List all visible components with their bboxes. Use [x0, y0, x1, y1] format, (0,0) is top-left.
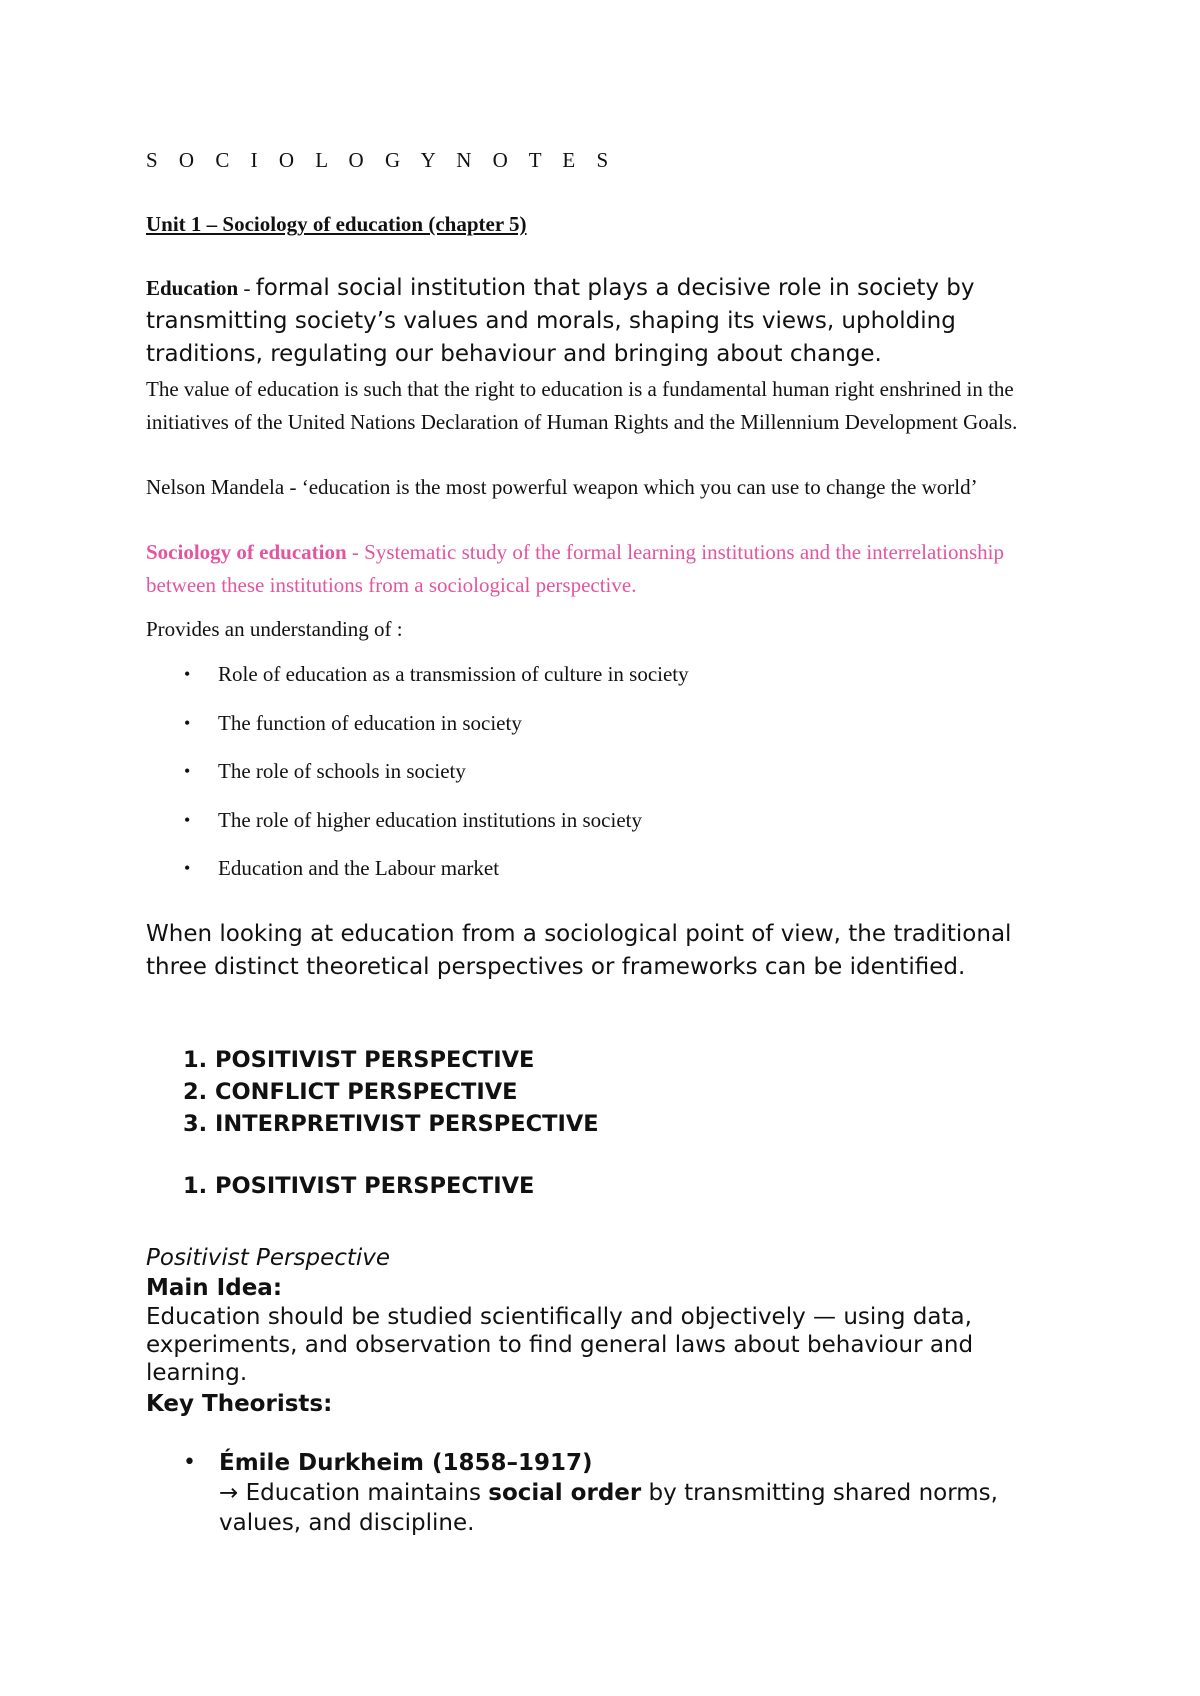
sociology-of-education-text: - Systematic study of the formal learning institutions and the interrelationship between these institutions from a sociological perspective.: [146, 540, 1004, 597]
bullet-icon: •: [184, 664, 191, 684]
main-idea-label: Main Idea:: [146, 1275, 283, 1301]
mandela-quote: Nelson Mandela - ‘education is the most powerful weapon which you can use to change the world’: [146, 475, 978, 499]
theorist-description: [219, 1478, 1063, 1538]
unit-heading: Unit 1 – Sociology of education (chapter 5): [146, 212, 527, 236]
list-item: [184, 660, 689, 709]
positivist-subtitle: Positivist Perspective: [146, 1245, 391, 1271]
theorist-desc-after: by transmitting shared norms, values, and discipline.: [219, 1480, 998, 1536]
document-title: S O C I O L O G Y N O T E S: [146, 148, 617, 172]
theorist-name: Émile Durkheim (1858–1917): [219, 1450, 593, 1476]
education-term: Education: [146, 276, 239, 300]
sociology-of-education-term: Sociology of education: [146, 540, 347, 564]
bullet-icon: •: [183, 1450, 196, 1475]
section-heading: 1. POSITIVIST PERSPECTIVE: [183, 1173, 535, 1199]
theorist-desc-before: → Education maintains: [219, 1480, 489, 1506]
perspective-item: 1. POSITIVIST PERSPECTIVE: [183, 1047, 535, 1073]
perspectives-intro: When looking at education from a sociological point of view, the traditional three distinct theoretical perspectives or frameworks can be identified.: [146, 921, 1012, 980]
theorist-desc-bold: social order: [488, 1480, 642, 1506]
list-item-text: Education and the Labour market: [218, 856, 500, 880]
list-item-text: The function of education in society: [218, 710, 522, 735]
education-definition: [146, 272, 1066, 371]
perspective-item: 2. CONFLICT PERSPECTIVE: [183, 1079, 518, 1105]
bullet-icon: •: [184, 858, 191, 878]
value-paragraph: The value of education is such that the right to education is a fundamental human right enshrined in the initiatives of the United Nations Declaration of Human Rights and the Millennium Development Goals.: [146, 377, 1018, 434]
sociology-of-education-definition: [146, 536, 1066, 601]
list-item: [184, 806, 689, 855]
bullet-icon: •: [184, 712, 191, 733]
bullet-icon: •: [184, 809, 191, 830]
bullet-icon: •: [184, 761, 191, 781]
list-item-text: Role of education as a transmission of culture in society: [218, 662, 689, 686]
understanding-list: [184, 660, 689, 903]
list-item: [184, 854, 689, 903]
list-item: [184, 709, 689, 758]
perspectives-list: [183, 1044, 599, 1140]
perspective-item: 3. INTERPRETIVIST PERSPECTIVE: [183, 1111, 599, 1137]
provides-label: Provides an understanding of :: [146, 617, 403, 641]
list-item: [184, 757, 689, 806]
theorist-item: [183, 1448, 1063, 1538]
list-item-text: The role of schools in society: [218, 759, 466, 783]
key-theorists-label: Key Theorists:: [146, 1391, 333, 1417]
education-dash: -: [238, 276, 256, 300]
list-item-text: The role of higher education institutions in society: [218, 807, 642, 832]
main-idea-text: Education should be studied scientifically and objectively — using data, experiments, and observation to find general laws about behaviour and learning.: [146, 1304, 974, 1386]
education-definition-text: formal social institution that plays a decisive role in society by transmitting society’s values and morals, shaping its views, upholding traditions, regulating our behaviour and bringing about change.: [146, 275, 975, 367]
